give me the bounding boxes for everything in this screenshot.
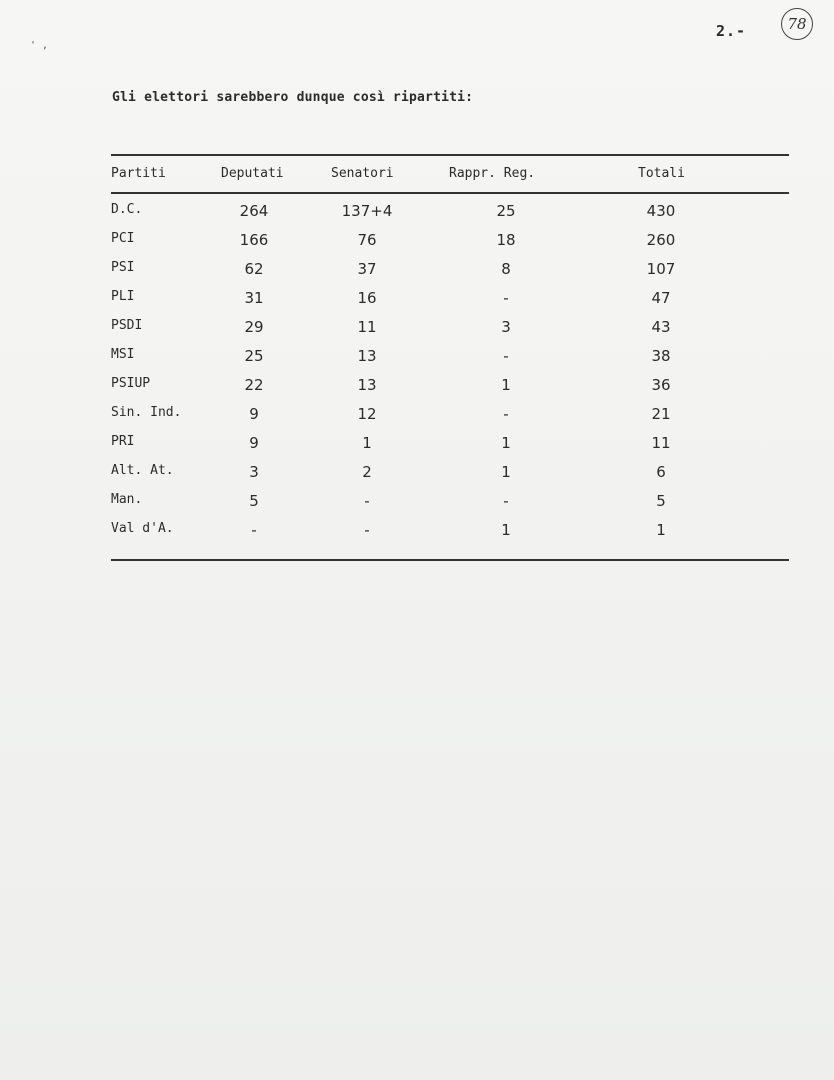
table-cell-totali: 38 <box>651 347 671 365</box>
table-cell-rappr-reg: 18 <box>496 231 516 249</box>
table-cell-party: PSI <box>111 260 135 275</box>
table-cell-party: PSDI <box>111 318 143 333</box>
table-cell-deputati: 9 <box>249 434 259 452</box>
table-cell-totali: 47 <box>651 289 671 307</box>
table-cell-totali: 107 <box>646 260 676 278</box>
table-cell-deputati: 25 <box>244 347 264 365</box>
column-header-totali: Totali <box>638 166 685 181</box>
table-cell-rappr-reg: 3 <box>501 318 511 336</box>
table-cell-deputati: 62 <box>244 260 264 278</box>
intro-text: Gli elettori sarebbero dunque così ripartiti: <box>112 90 474 105</box>
table-cell-party: Alt. At. <box>111 463 174 478</box>
column-header-rappr-reg: Rappr. Reg. <box>449 166 536 181</box>
table-cell-totali: 6 <box>656 463 666 481</box>
table-cell-totali: 43 <box>651 318 671 336</box>
table-cell-senatori: 1 <box>362 434 372 452</box>
table-cell-totali: 11 <box>651 434 671 452</box>
table-cell-deputati: 29 <box>244 318 264 336</box>
table-cell-totali: 5 <box>656 492 666 510</box>
archive-stamp-number-text: 78 <box>787 15 807 33</box>
table-cell-rappr-reg: - <box>503 347 509 365</box>
column-header-senatori: Senatori <box>331 166 394 181</box>
table-cell-totali: 36 <box>651 376 671 394</box>
table-cell-rappr-reg: 1 <box>501 434 511 452</box>
table-cell-rappr-reg: - <box>503 492 509 510</box>
table-cell-senatori: 2 <box>362 463 372 481</box>
table-cell-party: Val d'A. <box>111 521 174 536</box>
table-cell-totali: 430 <box>646 202 676 220</box>
table-cell-senatori: 11 <box>357 318 377 336</box>
table-cell-deputati: 22 <box>244 376 264 394</box>
table-cell-rappr-reg: 25 <box>496 202 516 220</box>
table-cell-deputati: 166 <box>239 231 269 249</box>
table-cell-party: MSI <box>111 347 135 362</box>
table-cell-party: Sin. Ind. <box>111 405 182 420</box>
table-cell-deputati: - <box>251 521 257 539</box>
seat-distribution-table <box>111 0 789 600</box>
table-cell-deputati: 3 <box>249 463 259 481</box>
table-cell-totali: 21 <box>651 405 671 423</box>
table-cell-totali: 1 <box>656 521 666 539</box>
table-cell-senatori: 13 <box>357 347 377 365</box>
table-cell-rappr-reg: 1 <box>501 521 511 539</box>
table-cell-deputati: 5 <box>249 492 259 510</box>
table-cell-deputati: 31 <box>244 289 264 307</box>
table-cell-party: PRI <box>111 434 135 449</box>
table-cell-senatori: 16 <box>357 289 377 307</box>
table-cell-senatori: 137+4 <box>341 202 393 220</box>
table-cell-totali: 260 <box>646 231 676 249</box>
table-cell-rappr-reg: - <box>503 405 509 423</box>
table-cell-party: PSIUP <box>111 376 151 391</box>
table-cell-party: Man. <box>111 492 143 507</box>
table-cell-rappr-reg: 1 <box>501 376 511 394</box>
table-cell-senatori: 76 <box>357 231 377 249</box>
table-cell-senatori: 12 <box>357 405 377 423</box>
table-cell-rappr-reg: - <box>503 289 509 307</box>
page-number: 2.- <box>716 22 747 40</box>
column-header-deputati: Deputati <box>221 166 284 181</box>
table-cell-party: PCI <box>111 231 135 246</box>
column-header-partiti: Partiti <box>111 166 166 181</box>
table-cell-rappr-reg: 1 <box>501 463 511 481</box>
table-cell-party: PLI <box>111 289 135 304</box>
table-cell-deputati: 9 <box>249 405 259 423</box>
table-cell-rappr-reg: 8 <box>501 260 511 278</box>
table-cell-senatori: 37 <box>357 260 377 278</box>
table-cell-deputati: 264 <box>239 202 269 220</box>
stray-mark: ' , <box>30 40 49 51</box>
table-cell-party: D.C. <box>111 202 143 217</box>
table-cell-senatori: - <box>364 521 370 539</box>
table-cell-senatori: - <box>364 492 370 510</box>
table-cell-senatori: 13 <box>357 376 377 394</box>
